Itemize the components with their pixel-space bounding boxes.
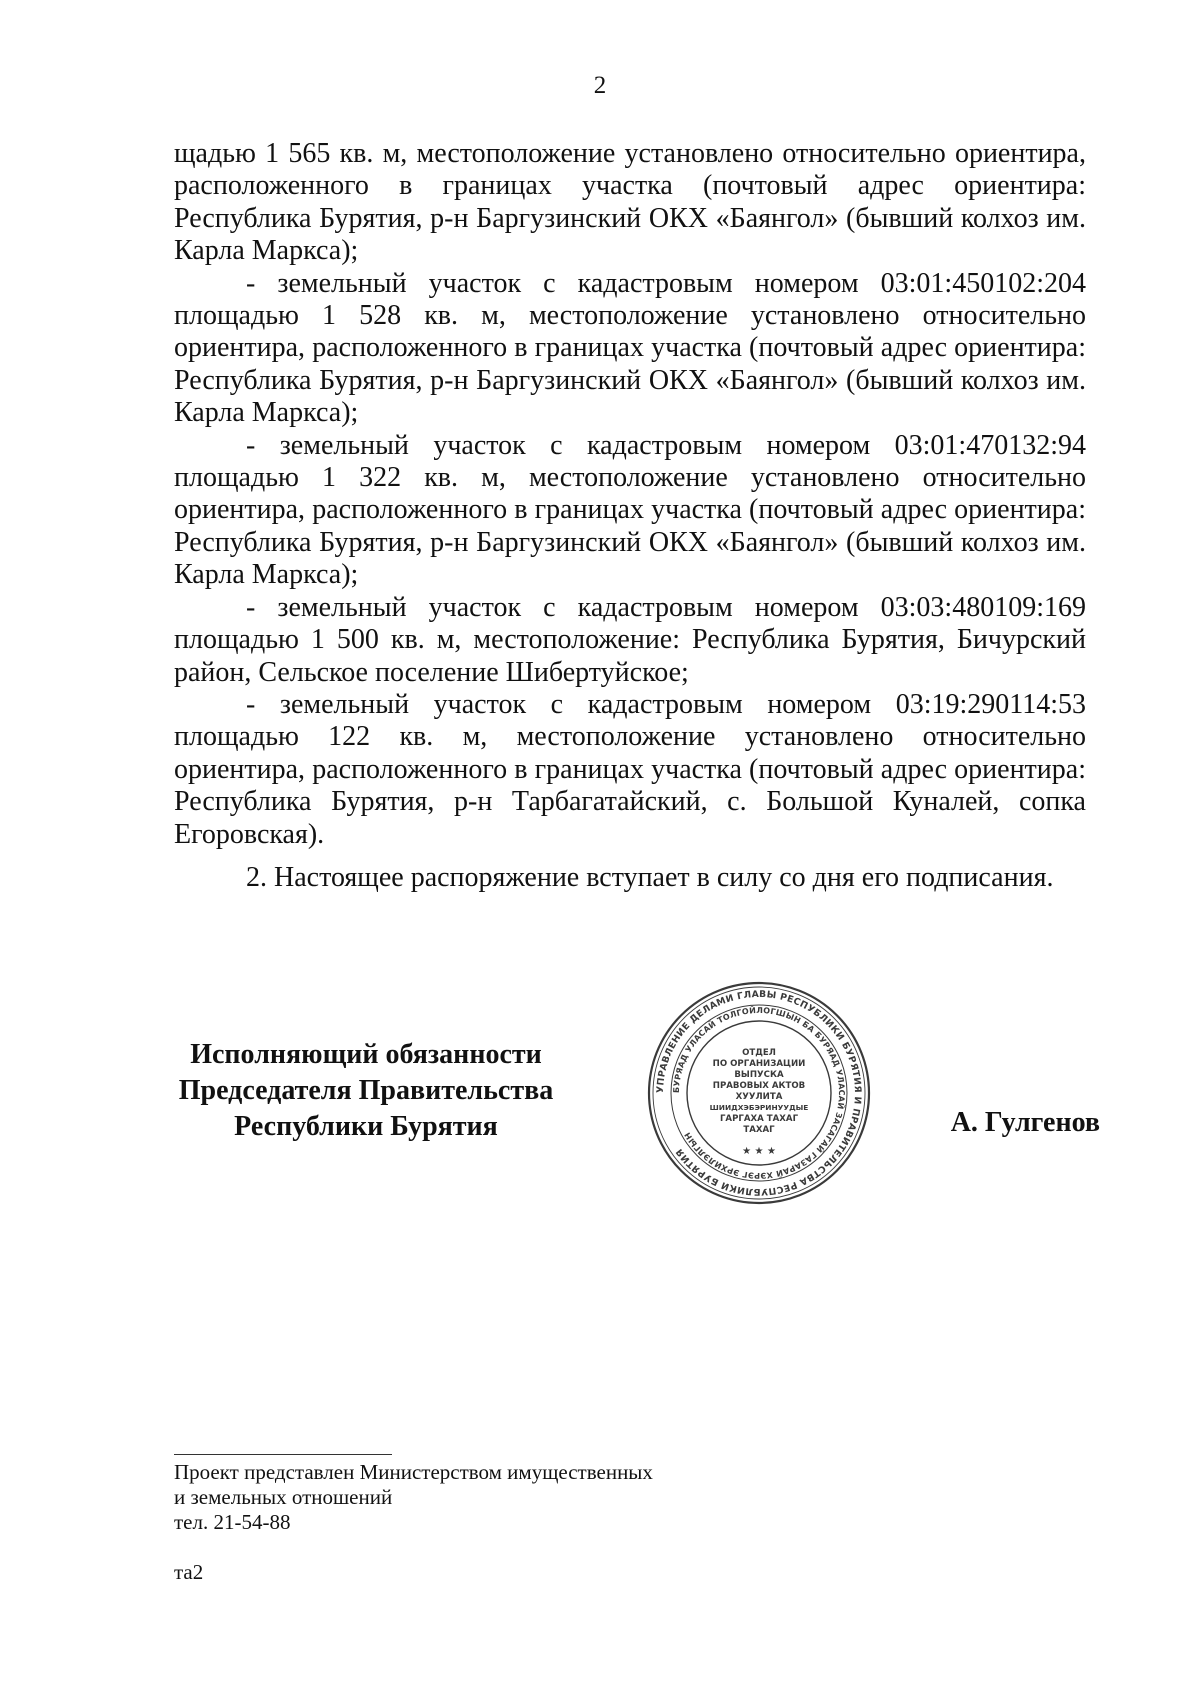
footer-line: и земельных отношений (174, 1485, 393, 1509)
footer-line: тел. 21-54-88 (174, 1510, 291, 1534)
signer-title-line: Председателя Правительства (178, 1075, 554, 1106)
official-seal (646, 980, 872, 1206)
signer-name: А. Гулгенов (950, 1107, 1100, 1138)
seal-center-line: ПО ОРГАНИЗАЦИИ (712, 1059, 806, 1069)
seal-center-line: ПРАВОВЫХ АКТОВ (712, 1081, 806, 1091)
seal-center-line: ГАРГАХА ТАХАГ (719, 1114, 799, 1124)
star-icon: ★ ★ ★ (742, 1146, 776, 1157)
paragraph-continuation: щадью 1 565 кв. м, местоположение установлено относительно ориентира, расположенного в границах участка (почтовый адрес ориентира: Республика Бурятия, р-н Баргузинский ОКХ «Баянгол» (бывший колхоз им. Карла Маркса); (174, 138, 1086, 267)
signer-title-line: Республики Бурятия (234, 1111, 498, 1142)
list-item-land-plot: - земельный участок с кадастровым номером 03:03:480109:169 площадью 1 500 кв. м, местоположение: Республика Бурятия, Бичурский район, Сельское поселение Шибертуйское; (174, 591, 1086, 688)
footer-note (174, 1460, 874, 1535)
seal-center-line: ТАХАГ (743, 1125, 775, 1135)
author-code: та2 (174, 1560, 204, 1584)
clause-effective-date: 2. Настоящее распоряжение вступает в силу со дня его подписания. (246, 862, 1054, 893)
seal-center-line: ВЫПУСКА (734, 1070, 784, 1080)
seal-inner-text: БУРЯАД УЛАСАЙ ТОЛГОЙЛОГШЫН БА БУРЯАД УЛАСАЙ ЗАСАГАЙ ГАЗАРАЙ ХЭРЭГ ЭРХИЛЭЛГЫН (671, 1005, 847, 1181)
signer-title-line: Исполняющий обязанности (190, 1039, 542, 1070)
list-item-land-plot: - земельный участок с кадастровым номером 03:01:450102:204 площадью 1 528 кв. м, местоположение установлено относительно ориентира, расположенного в границах участка (почтовый адрес ориентира: Республика Бурятия, р-н Баргузинский ОКХ «Баянгол» (бывший колхоз им. Карла Маркса); (174, 267, 1086, 429)
seal-center-line: ОТДЕЛ (742, 1048, 776, 1058)
seal-center-line: ХУУЛИТА (735, 1092, 783, 1102)
list-item-land-plot: - земельный участок с кадастровым номером 03:19:290114:53 площадью 122 кв. м, местоположение установлено относительно ориентира, расположенного в границах участка (почтовый адрес ориентира: Республика Бурятия, р-н Тарбагатайский, с. Большой Куналей, сопка Егоровская). (174, 688, 1086, 850)
signer-title (166, 1037, 566, 1145)
seal-center-line: ШИИДХЭБЭРИНУУДЫЕ (709, 1103, 809, 1112)
page-number: 2 (593, 72, 607, 99)
land-plot-list (174, 138, 1086, 851)
footer-divider (174, 1454, 392, 1455)
footer-line: Проект представлен Министерством имущественных (174, 1460, 653, 1484)
seal-outer-text: УПРАВЛЕНИЕ ДЕЛАМИ ГЛАВЫ РЕСПУБЛИКИ БУРЯТИЯ И ПРАВИТЕЛЬСТВА РЕСПУБЛИКИ БУРЯТИЯ (654, 988, 864, 1198)
list-item-land-plot: - земельный участок с кадастровым номером 03:01:470132:94 площадью 1 322 кв. м, местоположение установлено относительно ориентира, расположенного в границах участка (почтовый адрес ориентира: Республика Бурятия, р-н Баргузинский ОКХ «Баянгол» (бывший колхоз им. Карла Маркса); (174, 429, 1086, 591)
